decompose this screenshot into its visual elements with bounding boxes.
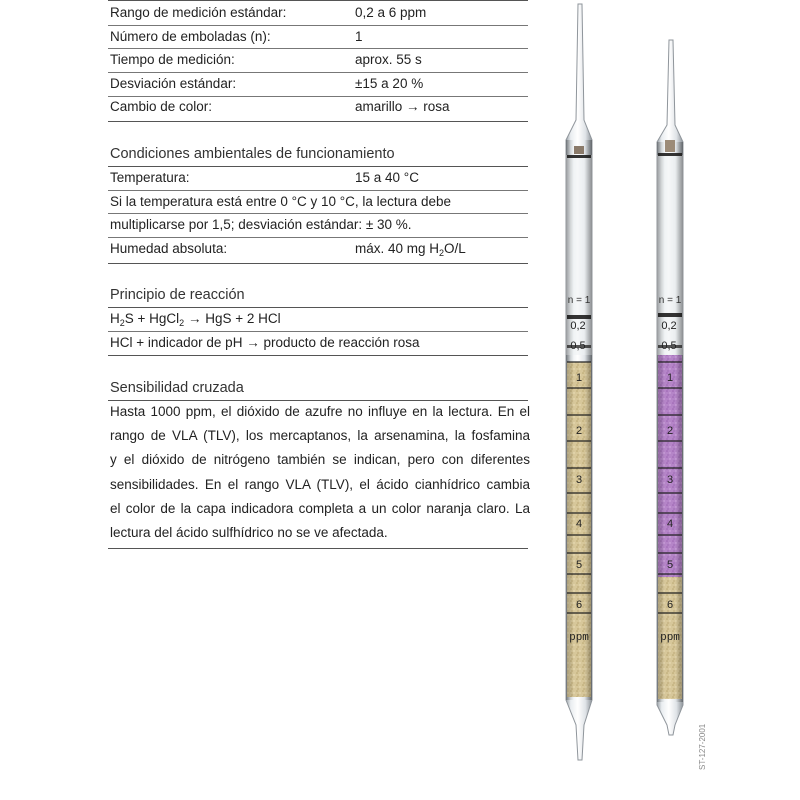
- scale-label-left: 1: [575, 372, 583, 384]
- temperature-note-line1: Si la temperatura está entre 0 °C y 10 °C, la lectura debe: [110, 194, 451, 209]
- section-rule: [108, 166, 528, 167]
- unit-label-left: ppm: [569, 632, 589, 644]
- scale-label-right: 6: [666, 599, 674, 611]
- row-divider: [108, 48, 528, 49]
- spec-value: amarillo → rosa: [355, 99, 450, 114]
- table-top-rule: [108, 0, 528, 1]
- paragraph-line: lectura del ácido sulfhídrico no se ve afectada.: [110, 525, 388, 541]
- spec-value: aprox. 55 s: [355, 52, 422, 67]
- paragraph-line: y el dióxido de nitrógeno también se indican, pero con diferentes: [110, 452, 530, 468]
- section-rule: [108, 263, 528, 264]
- section-rule: [108, 307, 528, 308]
- row-divider: [108, 213, 528, 214]
- scale-label-right: 0,5: [661, 340, 677, 352]
- spec-label: Número de emboladas (n):: [110, 29, 271, 44]
- spec-label: Cambio de color:: [110, 99, 213, 114]
- scale-label-right: 2: [666, 425, 674, 437]
- strokes-label-left: n = 1: [567, 295, 591, 306]
- row-divider: [108, 25, 528, 26]
- reaction-equation-1: $H_2S$ + HgCl$_2$ → HgS + 2 HCl: [110, 311, 281, 328]
- scale-label-right: 1: [666, 372, 674, 384]
- section-rule: [108, 121, 528, 122]
- side-code: ST-127-2001: [698, 723, 707, 770]
- spec-value: 0,2 a 6 ppm: [355, 5, 427, 20]
- humidity-value: máx. 40 mg $H_2O/L$: [355, 241, 466, 258]
- scale-label-left: 2: [575, 425, 583, 437]
- section-rule: [108, 548, 528, 549]
- scale-label-right: 0,2: [661, 320, 677, 332]
- spec-label: Desviación estándar:: [110, 76, 237, 91]
- spec-label: Tiempo de medición:: [110, 52, 235, 67]
- paragraph-line: rango de VLA (TLV), los mercaptanos, la arsenamina, la fosfamina: [110, 428, 530, 444]
- unit-label-right: ppm: [660, 632, 680, 644]
- temperature-value: 15 a 40 °C: [355, 170, 419, 185]
- row-divider: [108, 331, 528, 332]
- spec-value: ±15 a 20 %: [355, 76, 424, 91]
- reaction-equation-2: HCl + indicador de pH → producto de reacción rosa: [110, 335, 420, 350]
- scale-label-left: 5: [575, 559, 583, 571]
- humidity-label: Humedad absoluta:: [110, 241, 228, 256]
- scale-label-left: 0,5: [570, 340, 586, 352]
- row-divider: [108, 190, 528, 191]
- scale-label-left: 3: [575, 474, 583, 486]
- paragraph-line: sensibilidades. En el rango VLA (TLV), el ácido cianhídrico cambia: [110, 476, 530, 492]
- temperature-note-line2: multiplicarse por 1,5; desviación estándar: ± 30 %.: [110, 217, 412, 232]
- spec-label: Rango de medición estándar:: [110, 5, 287, 20]
- scale-label-right: 3: [666, 474, 674, 486]
- scale-label-left: 4: [575, 518, 583, 530]
- detector-tubes-illustration: [540, 0, 720, 800]
- spec-value: 1: [355, 29, 363, 44]
- cross-sensitivity-paragraph: [110, 400, 530, 545]
- scale-label-left: 0,2: [570, 320, 586, 332]
- row-divider: [108, 96, 528, 97]
- temperature-label: Temperatura:: [110, 170, 190, 185]
- paragraph-line: Hasta 1000 ppm, el dióxido de azufre no influye en la lectura. En el: [110, 404, 530, 419]
- scale-label-right: 5: [666, 559, 674, 571]
- row-divider: [108, 72, 528, 73]
- section-rule: [108, 355, 528, 356]
- conditions-heading: Condiciones ambientales de funcionamiento: [110, 146, 395, 162]
- strokes-label-right: n = 1: [658, 295, 682, 306]
- scale-label-left: 6: [575, 599, 583, 611]
- paragraph-line: el color de la capa indicadora completa a un color naranja claro. La: [110, 500, 530, 516]
- reaction-heading: Principio de reacción: [110, 287, 245, 303]
- cross-sensitivity-heading: Sensibilidad cruzada: [110, 380, 244, 396]
- row-divider: [108, 237, 528, 238]
- scale-label-right: 4: [666, 518, 674, 530]
